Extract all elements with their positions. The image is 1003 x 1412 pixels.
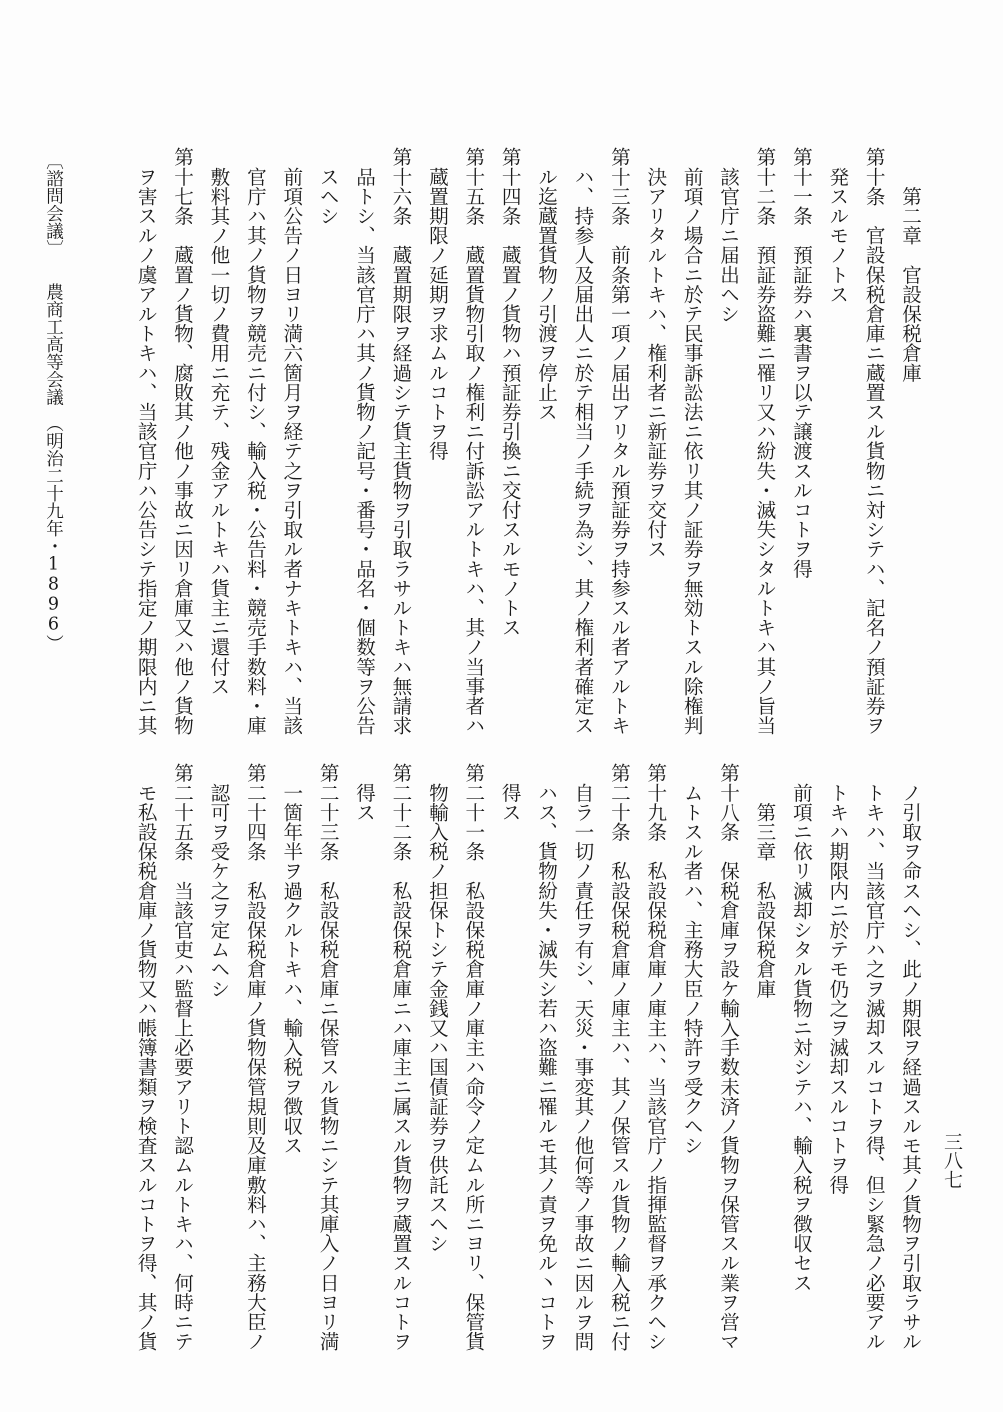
upper-text-column: 蔵置期限ノ延期ヲ求ムルコトヲ得 (425, 147, 449, 461)
lower-text-column: モ私設保税倉庫ノ貨物又ハ帳簿書類ヲ検査スルコトヲ得、其ノ貨 (134, 763, 158, 1351)
lower-text-column: ハス、貨物紛失・滅失シ若ハ盗難ニ罹ルモ其ノ責ヲ免ル丶コトヲ (534, 763, 558, 1351)
upper-text-column: 第十五条 蔵置貨物引取ノ権利ニ付訴訟アルトキハ、其ノ当事者ハ (461, 147, 485, 735)
running-header: 〔諮問会議〕 農商工高等会議 （明治二十九年・1896） (43, 152, 64, 652)
lower-text-column: 物輸入税ノ担保トシテ金銭又ハ国債証券ヲ供託スヘシ (425, 763, 449, 1253)
upper-text-column: 第十七条 蔵置ノ貨物、腐敗其ノ他ノ事故ニ因リ倉庫又ハ他ノ貨物 (170, 147, 194, 735)
upper-text-column: スヘシ (316, 147, 340, 226)
page-number: 三八七 (941, 1132, 963, 1189)
lower-text-column: 認可ヲ受ケ之ヲ定ムヘシ (206, 763, 230, 999)
upper-text-column: 第十六条 蔵置期限ヲ経過シテ貨主貨物ヲ引取ラサルトキハ無請求 (388, 147, 412, 735)
lower-text-column: 自ラ一切ノ責任ヲ有シ、天災・事変其ノ他何等ノ事故ニ因ルヲ問 (570, 763, 594, 1351)
upper-text-column: ヲ害スルノ虞アルトキハ、当該官庁ハ公告シテ指定ノ期限内ニ其 (134, 147, 158, 735)
lower-text-column: 第二十条 私設保税倉庫ノ庫主ハ、其ノ保管スル貨物ノ輸入税ニ付 (607, 763, 631, 1351)
lower-text-column: 第二十一条 私設保税倉庫ノ庫主ハ命令ノ定ムル所ニヨリ、保管貨 (461, 763, 485, 1351)
upper-text-column: 決アリタルトキハ、権利者ニ新証券ヲ交付ス (643, 147, 667, 559)
upper-text-column: 前項ノ場合ニ於テ民事訴訟法ニ依リ其ノ証券ヲ無効トスル除権判 (680, 147, 704, 735)
upper-text-column: ハ、持参人及届出人ニ於テ相当ノ手続ヲ為シ、其ノ権利者確定ス (570, 147, 594, 735)
lower-text-column: 第十九条 私設保税倉庫ノ庫主ハ、当該官庁ノ指揮監督ヲ承クヘシ (643, 763, 667, 1351)
lower-text-column: 得ス (352, 763, 376, 822)
lower-text-column: ノ引取ヲ命スヘシ、此ノ期限ヲ経過スルモ其ノ貨物ヲ引取ラサル (898, 763, 922, 1351)
lower-text-column: 第十八条 保税倉庫ヲ設ケ輸入手数未済ノ貨物ヲ保管スル業ヲ営マ (716, 763, 740, 1351)
upper-text-column: 発スルモノトス (825, 147, 849, 304)
upper-text-column: 第二章 官設保税倉庫 (898, 147, 922, 383)
upper-text-column: 官庁ハ其ノ貨物ヲ競売ニ付シ、輸入税・公告料・競売手数料・庫 (243, 147, 267, 735)
lower-text-column: 第三章 私設保税倉庫 (752, 763, 776, 999)
lower-text-column: ムトスル者ハ、主務大臣ノ特許ヲ受クヘシ (680, 763, 704, 1155)
upper-text-column: 該官庁ニ届出ヘシ (716, 147, 740, 324)
lower-text-column: 第二十四条 私設保税倉庫ノ貨物保管規則及庫敷料ハ、主務大臣ノ (243, 763, 267, 1351)
lower-text-column: 一箇年半ヲ過クルトキハ、輸入税ヲ徴収ス (279, 763, 303, 1155)
upper-text-column: 第十四条 蔵置ノ貨物ハ預証券引換ニ交付スルモノトス (498, 147, 522, 637)
upper-text-column: ル迄蔵置貨物ノ引渡ヲ停止ス (534, 147, 558, 422)
upper-text-column: 敷料其ノ他一切ノ費用ニ充テ、残金アルトキハ貨主ニ還付ス (206, 147, 230, 696)
lower-text-column: トキハ、当該官庁ハ之ヲ滅却スルコトヲ得、但シ緊急ノ必要アル (862, 763, 886, 1351)
upper-text-column: 第十三条 前条第一項ノ届出アリタル預証券ヲ持参スル者アルトキ (607, 147, 631, 735)
upper-text-column: 第十二条 預証券盗難ニ罹リ又ハ紛失・滅失シタルトキハ其ノ旨当 (752, 147, 776, 735)
upper-text-column: 第十一条 預証券ハ裏書ヲ以テ譲渡スルコトヲ得 (789, 147, 813, 579)
lower-text-column: 前項ニ依リ滅却シタル貨物ニ対シテハ、輸入税ヲ徴収セス (789, 763, 813, 1293)
lower-text-column: 第二十五条 当該官吏ハ監督上必要アリト認ムルトキハ、何時ニテ (170, 763, 194, 1351)
upper-text-column: 品トシ、当該官庁ハ其ノ貨物ノ記号・番号・品名・個数等ヲ公告 (352, 147, 376, 735)
upper-text-column: 前項公告ノ日ヨリ満六箇月ヲ経テ之ヲ引取ル者ナキトキハ、当該 (279, 147, 303, 735)
lower-text-column: 得ス (498, 763, 522, 822)
upper-text-column: 第十条 官設保税倉庫ニ蔵置スル貨物ニ対シテハ、記名ノ預証券ヲ (862, 147, 886, 735)
lower-text-column: 第二十三条 私設保税倉庫ニ保管スル貨物ニシテ其庫入ノ日ヨリ満 (316, 763, 340, 1351)
lower-text-column: 第二十二条 私設保税倉庫ニハ庫主ニ属スル貨物ヲ蔵置スルコトヲ (388, 763, 412, 1351)
lower-text-column: トキハ期限内ニ於テモ仍之ヲ滅却スルコトヲ得 (825, 763, 849, 1195)
